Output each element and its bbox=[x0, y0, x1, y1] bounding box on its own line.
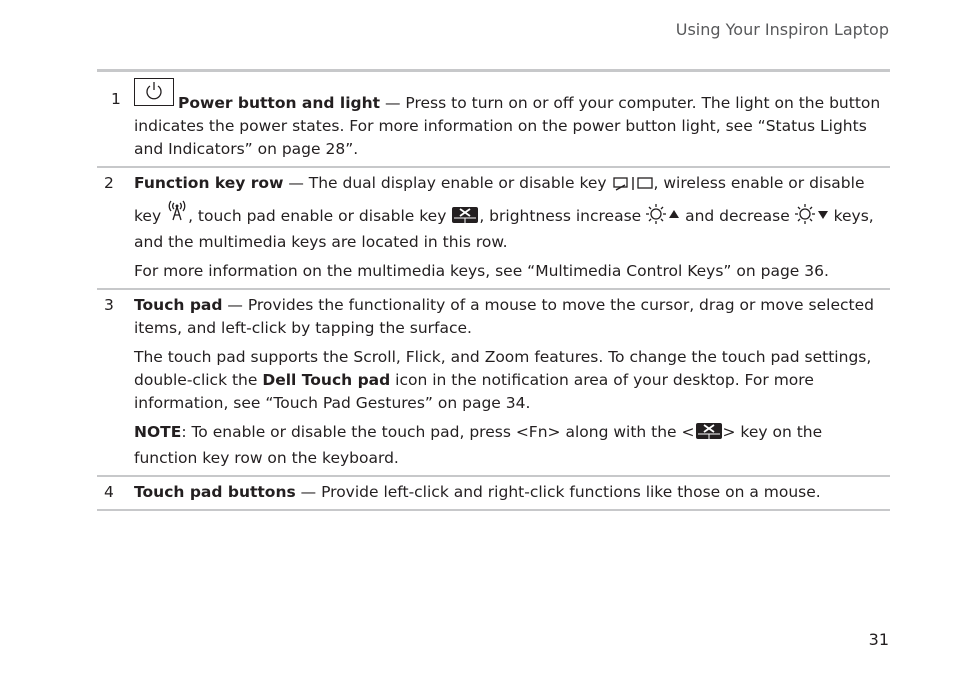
row-text: , touch pad enable or disable key bbox=[188, 207, 452, 225]
row-number: 4 bbox=[104, 483, 114, 501]
row-title: Power button and light bbox=[178, 94, 381, 112]
row-text: — Provide left-click and right-click functions like those on a mouse. bbox=[295, 483, 821, 501]
dual-display-icon bbox=[612, 175, 654, 198]
page-number: 31 bbox=[868, 630, 889, 649]
row-paragraph: For more information on the multimedia keys, see “Multimedia Control Keys” on page 36. bbox=[134, 262, 829, 280]
note-label: NOTE bbox=[134, 423, 182, 441]
row-body bbox=[134, 172, 884, 283]
brightness-up-icon bbox=[646, 204, 680, 231]
row-body bbox=[134, 78, 884, 161]
row-description bbox=[134, 294, 884, 340]
row-description bbox=[134, 172, 884, 254]
brightness-down-icon bbox=[795, 204, 829, 231]
touchpad-toggle-icon bbox=[695, 422, 723, 447]
row-description bbox=[134, 481, 884, 504]
table-row bbox=[97, 166, 890, 288]
running-header: Using Your Inspiron Laptop bbox=[675, 20, 889, 39]
row-description bbox=[134, 78, 884, 161]
table-row bbox=[97, 288, 890, 475]
table-row bbox=[97, 72, 890, 166]
table-row bbox=[97, 475, 890, 509]
row-paragraph bbox=[134, 346, 884, 415]
row-text: — Provides the functionality of a mouse to move the cursor, drag or move selected items, and left-click by tapping the surface. bbox=[134, 296, 874, 337]
row-title: Touch pad bbox=[134, 296, 223, 314]
row-text: keys, and the multimedia keys are located in this row. bbox=[134, 207, 874, 251]
row-text: and decrease bbox=[680, 207, 795, 225]
row-number: 3 bbox=[104, 296, 114, 314]
note-text: : To enable or disable the touch pad, press <Fn> along with the < bbox=[181, 423, 695, 441]
row-title: Touch pad buttons bbox=[134, 483, 296, 501]
dell-touchpad-label: Dell Touch pad bbox=[262, 371, 391, 389]
feature-table bbox=[97, 69, 890, 511]
power-icon bbox=[134, 78, 174, 106]
row-text: — Press to turn on or off your computer. The light on the button indicates the power states. For more information on the power button light, see “Status Lights and Indicators” on page 28”. bbox=[134, 94, 881, 158]
wireless-icon bbox=[166, 198, 188, 231]
row-text: , brightness increase bbox=[479, 207, 647, 225]
row-body bbox=[134, 481, 884, 504]
row-text: , wireless enable or disable key bbox=[134, 174, 865, 225]
touchpad-toggle-icon bbox=[451, 206, 479, 231]
row-text: icon in the notification area of your desktop. For more information, see “Touch Pad Gestures” on page 34. bbox=[134, 371, 814, 412]
row-number: 2 bbox=[104, 174, 114, 192]
row-text: The touch pad supports the Scroll, Flick, and Zoom features. To change the touch pad settings, double-click the bbox=[134, 348, 872, 389]
row-number: 1 bbox=[111, 90, 121, 108]
row-text: — The dual display enable or disable key bbox=[283, 174, 612, 192]
note-paragraph bbox=[134, 421, 884, 470]
note-text: > key on the function key row on the keyboard. bbox=[134, 423, 823, 467]
row-body bbox=[134, 294, 884, 470]
row-title: Function key row bbox=[134, 174, 284, 192]
